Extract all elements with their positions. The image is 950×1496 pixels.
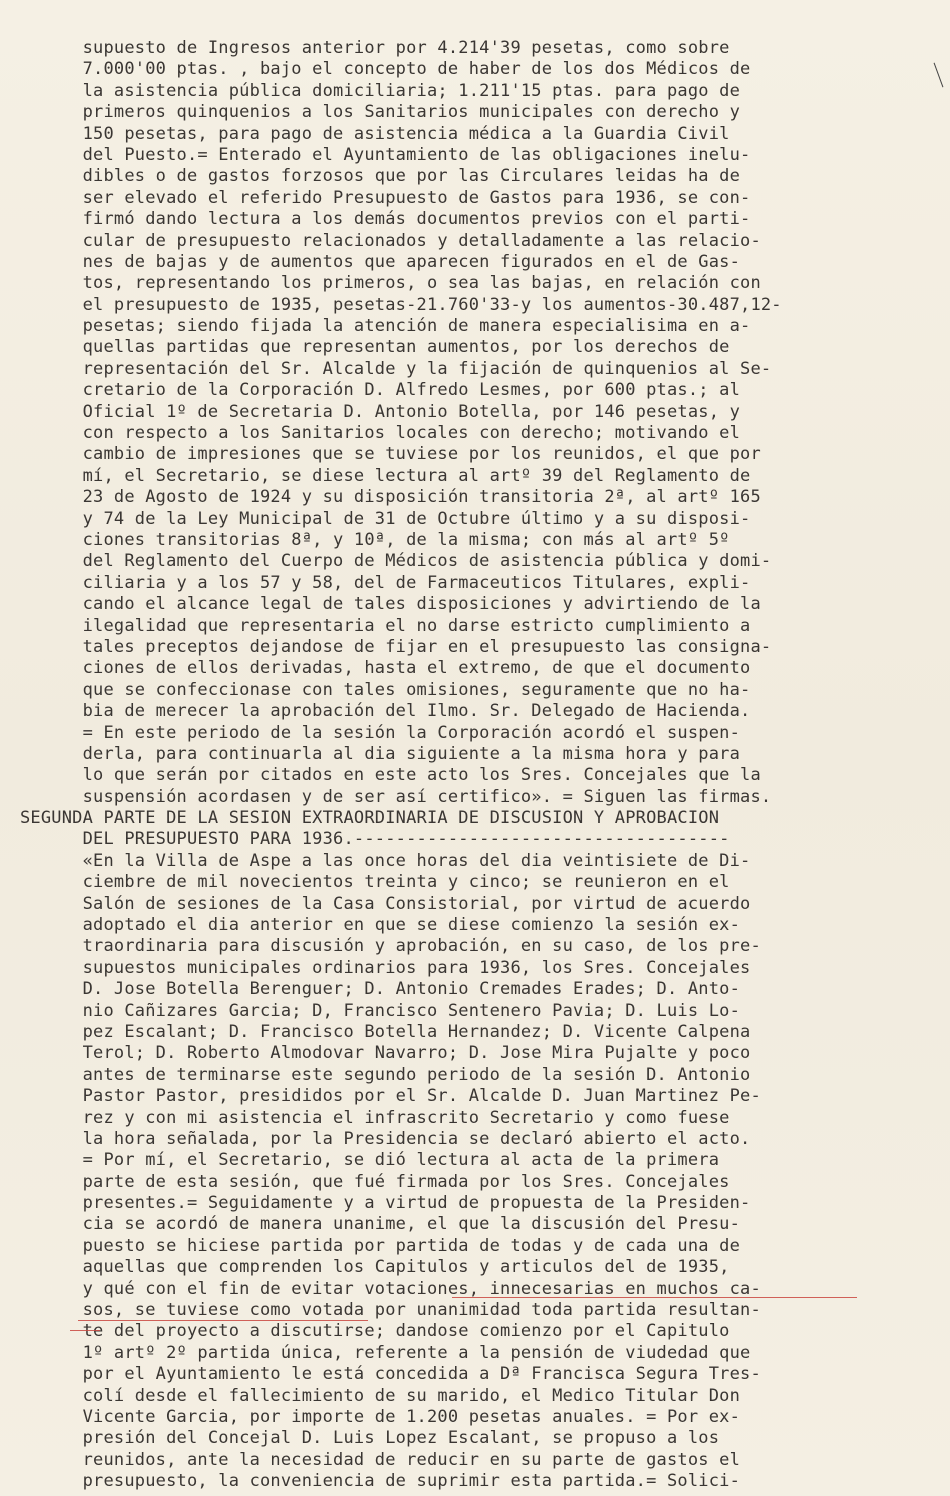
text-line: te del proyecto a discutirse; dandose comienzo por el Capitulo: [20, 1321, 730, 1342]
text-line: ciliaria y a los 57 y 58, del de Farmaceuticos Titulares, expli-: [20, 572, 751, 593]
text-line: antes de terminarse este segundo periodo de la sesión D. Antonio: [20, 1064, 751, 1085]
text-line: cando el alcance legal de tales disposiciones y advirtiendo de la: [20, 594, 761, 615]
text-line: presentes.= Seguidamente y a virtud de propuesta de la Presiden-: [20, 1193, 751, 1214]
text-line: 23 de Agosto de 1924 y su disposición transitoria 2ª, al artº 165: [20, 487, 761, 508]
text-line: firmó dando lectura a los demás documentos previos con el parti-: [20, 209, 751, 230]
text-line: lo que serán por citados en este acto los Sres. Concejales que la: [20, 765, 761, 786]
text-line: ciones de ellos derivadas, hasta el extremo, de que el documento: [20, 658, 751, 679]
text-line: Pastor Pastor, presididos por el Sr. Alcalde D. Juan Martinez Pe-: [20, 1086, 761, 1107]
text-line: por el Ayuntamiento le está concedida a Dª Francisca Segura Tres-: [20, 1364, 761, 1385]
text-line: «En la Villa de Aspe a las once horas del dia veintisiete de Di-: [20, 850, 751, 871]
text-line: parte de esta sesión, que fué firmada por los Sres. Concejales: [20, 1171, 730, 1192]
text-line: bia de merecer la aprobación del Ilmo. Sr. Delegado de Hacienda.: [20, 701, 751, 722]
text-line: aquellas que comprenden los Capitulos y articulos del de 1935,: [20, 1257, 730, 1278]
text-line: reunidos, ante la necesidad de reducir en su parte de gastos el: [20, 1449, 741, 1470]
text-line: presión del Concejal D. Luis Lopez Escalant, se propuso a los: [20, 1428, 720, 1449]
text-line: sos, se tuviese como votada por unanimidad toda partida resultan-: [20, 1300, 761, 1321]
text-line: D. Jose Botella Berenguer; D. Antonio Cremades Erades; D. Anto-: [20, 979, 741, 1000]
text-line: = En este periodo de la sesión la Corporación acordó el suspen-: [20, 722, 741, 743]
red-underline: [70, 1330, 100, 1331]
text-line: con respecto a los Sanitarios locales con derecho; motivando el: [20, 423, 741, 444]
text-line: presupuesto, la conveniencia de suprimir esta partida.= Solici-: [20, 1471, 741, 1492]
text-line: pez Escalant; D. Francisco Botella Hernandez; D. Vicente Calpena: [20, 1021, 751, 1042]
text-line: = Por mí, el Secretario, se dió lectura al acta de la primera: [20, 1150, 720, 1171]
text-line: cia se acordó de manera unanime, el que la discusión del Presu-: [20, 1214, 741, 1235]
text-line: derla, para continuarla al dia siguiente a la misma hora y para: [20, 743, 741, 764]
text-line: el presupuesto de 1935, pesetas-21.760'33-y los aumentos-30.487,12-: [20, 294, 782, 315]
text-line: ciones transitorias 8ª, y 10ª, de la misma; con más al artº 5º: [20, 529, 730, 550]
text-line: ser elevado el referido Presupuesto de Gastos para 1936, se con-: [20, 187, 751, 208]
text-line: rez y con mi asistencia el infrascrito Secretario y como fuese: [20, 1107, 730, 1128]
text-line: quellas partidas que representan aumentos, por los derechos de: [20, 337, 730, 358]
text-line: la asistencia pública domiciliaria; 1.211'15 ptas. para pago de: [20, 80, 741, 101]
text-line: y qué con el fin de evitar votaciones, innecesarias en muchos ca-: [20, 1278, 761, 1299]
text-line: 7.000'00 ptas. , bajo el concepto de haber de los dos Médicos de: [20, 59, 751, 80]
red-underline: [452, 1297, 857, 1298]
text-line: primeros quinquenios a los Sanitarios municipales con derecho y: [20, 102, 741, 123]
text-line: colí desde el fallecimiento de su marido, el Medico Titular Don: [20, 1385, 741, 1406]
text-line: representación del Sr. Alcalde y la fijación de quinquenios al Se-: [20, 358, 772, 379]
text-line: Oficial 1º de Secretaria D. Antonio Botella, por 146 pesetas, y: [20, 401, 741, 422]
text-line: cambio de impresiones que se tuviese por los reunidos, el que por: [20, 444, 761, 465]
text-line: supuestos municipales ordinarios para 1936, los Sres. Concejales: [20, 957, 751, 978]
text-line: ciembre de mil novecientos treinta y cinco; se reunieron en el: [20, 872, 730, 893]
text-line: traordinaria para discusión y aprobación, en su caso, de los pre-: [20, 936, 761, 957]
text-line: tos, representando los primeros, o sea las bajas, en relación con: [20, 273, 761, 294]
text-line: 150 pesetas, para pago de asistencia médica a la Guardia Civil: [20, 123, 730, 144]
text-line: pesetas; siendo fijada la atención de manera especialisima en a-: [20, 316, 751, 337]
text-line: ilegalidad que representaria el no darse estricto cumplimiento a: [20, 615, 751, 636]
text-line: 1º artº 2º partida única, referente a la pensión de viudedad que: [20, 1342, 751, 1363]
text-line: cular de presupuesto relacionados y detalladamente a las relacio-: [20, 230, 761, 251]
text-line: DEL PRESUPUESTO PARA 1936.------------------------------------: [20, 829, 730, 850]
red-underline: [78, 1320, 368, 1321]
text-line: suspensión acordasen y de ser así certifico». = Siguen las firmas.: [20, 786, 772, 807]
text-line: la hora señalada, por la Presidencia se declaró abierto el acto.: [20, 1128, 751, 1149]
text-line: puesto se hiciese partida por partida de todas y de cada una de: [20, 1235, 741, 1256]
text-line: Salón de sesiones de la Casa Consistorial, por virtud de acuerdo: [20, 893, 751, 914]
text-line: Vicente Garcia, por importe de 1.200 pesetas anuales. = Por ex-: [20, 1407, 741, 1427]
text-line: del Reglamento del Cuerpo de Médicos de asistencia pública y domi-: [20, 551, 772, 572]
margin-mark: [934, 63, 944, 88]
text-line: cretario de la Corporación D. Alfredo Lesmes, por 600 ptas.; al: [20, 380, 741, 401]
text-line: supuesto de Ingresos anterior por 4.214'39 pesetas, como sobre: [20, 38, 730, 58]
text-line: del Puesto.= Enterado el Ayuntamiento de las obligaciones inelu-: [20, 144, 751, 165]
text-line: dibles o de gastos forzosos que por las Circulares leidas ha de: [20, 166, 741, 187]
text-line: SEGUNDA PARTE DE LA SESION EXTRAORDINARIA DE DISCUSION Y APROBACION: [20, 808, 720, 829]
text-line: Terol; D. Roberto Almodovar Navarro; D. Jose Mira Pujalte y poco: [20, 1043, 751, 1064]
text-line: adoptado el dia anterior en que se diese comienzo la sesión ex-: [20, 915, 741, 936]
text-line: que se confeccionase con tales omisiones, seguramente que no ha-: [20, 679, 751, 700]
text-line: mí, el Secretario, se diese lectura al artº 39 del Reglamento de: [20, 465, 751, 486]
text-line: nes de bajas y de aumentos que aparecen figurados en el de Gas-: [20, 251, 741, 272]
text-line: y 74 de la Ley Municipal de 31 de Octubre último y a su disposi-: [20, 508, 751, 529]
typed-text-body: [20, 38, 920, 1493]
text-line: tales preceptos dejandose de fijar en el presupuesto las consigna-: [20, 636, 772, 657]
text-line: nio Cañizares Garcia; D, Francisco Sentenero Pavia; D. Luis Lo-: [20, 1000, 741, 1021]
